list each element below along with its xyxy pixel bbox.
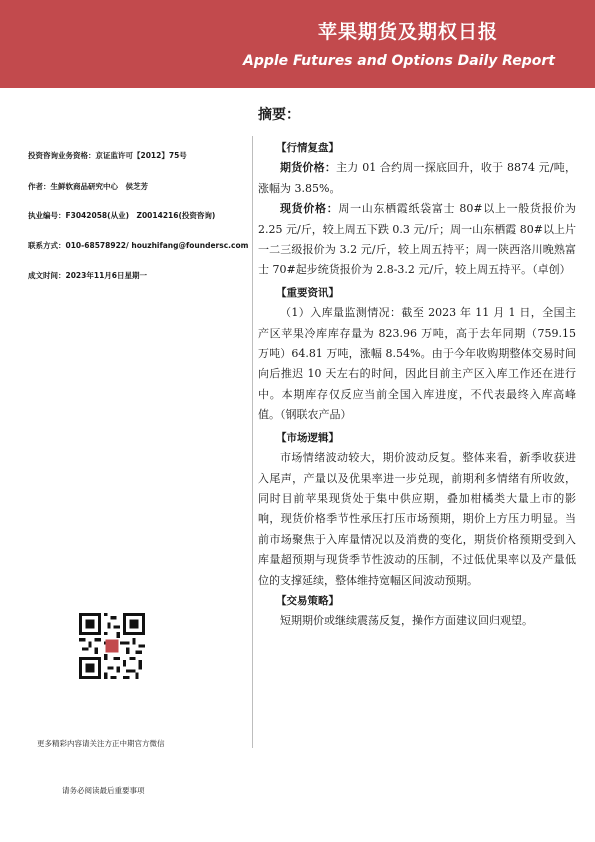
qualification-line: 投资咨询业务资格：京证监许可【2012】75号 xyxy=(28,151,187,160)
spot-price-paragraph xyxy=(258,199,576,281)
section-head-news: 【重要资讯】 xyxy=(276,286,339,299)
author-line: 作者：生鲜软商品研究中心 侯芝芳 xyxy=(28,182,148,191)
contact-line: 联系方式：010-68578922/ houzhifang@foundersc.com xyxy=(28,241,249,250)
futures-price-text: 主力 01 合约周一探底回升，收于 8874 元/吨，涨幅为 3.85%。 xyxy=(258,161,576,195)
strategy-paragraph: 短期期价或继续震荡反复，操作方面建议回归观望。 xyxy=(280,614,533,628)
spot-price-text: 周一山东栖霞纸袋富士 80#以上一般货报价为 2.25 元/斤，较上周五下跌 0.3 元/斤；周一山东栖霞 80#以上片一二三级报价为 3.2 元/斤，较上周五持平；周一陕西洛川晚熟富士 70#起步统货报价为 2.8-3.2 元/斤，较上周五持平。（卓创） xyxy=(258,202,577,277)
section-head-logic: 【市场逻辑】 xyxy=(276,431,339,444)
report-title-en xyxy=(243,53,555,69)
column-divider xyxy=(252,136,253,748)
title-en-word: Options xyxy=(391,53,453,69)
section-head-market-review: 【行情复盘】 xyxy=(276,142,339,154)
report-title-cn: 苹果期货及期权日报 xyxy=(317,21,498,43)
logic-paragraph: 市场情绪波动较大，期价波动反复。整体来看，新季收获进入尾声，产量以及优果率进一步兑现，前期利多情绪有所收敛，同时目前苹果现货处于集中供应期，叠加柑橘类大量上市的影响，现货价格季节性承压打压市场预期，期价上方压力明显。当前市场聚焦于入库量情况以及消费的变化，期货价格预期受到入库量超预期与现货季节性波动的压制，不过低优果率以及产量低位的支撑延续，整体维持宽幅区间波动预期。 xyxy=(258,451,576,587)
date-line: 成文时间：2023年11月6日星期一 xyxy=(28,271,148,280)
spot-price-label: 现货价格： xyxy=(280,202,339,216)
report-header xyxy=(0,0,595,88)
title-en-word: and xyxy=(357,53,387,69)
footer-note: 请务必阅读最后重要事项 xyxy=(62,786,145,795)
title-en-word: Daily xyxy=(457,53,498,69)
futures-price-paragraph xyxy=(258,158,576,199)
title-en-word: Report xyxy=(502,53,555,69)
section-head-strategy: 【交易策略】 xyxy=(276,594,339,607)
futures-price-label: 期货价格： xyxy=(280,161,337,175)
qr-code-icon xyxy=(79,613,145,679)
qr-caption: 更多精彩内容请关注方正中期官方微信 xyxy=(37,739,165,748)
title-en-word: Apple xyxy=(243,53,289,69)
news-paragraph: （1）入库量监测情况：截至 2023 年 11 月 1 日，全国主产区苹果冷库库存量为 823.96 万吨，高于去年同期（759.15 万吨）64.81 万吨，涨幅 8.54%。由于今年收购期整体交易时间向后推迟 10 天左右的时间，因此目前主产区入库工作还在进行中。本期库存仅反应当前全国入库进度，不代表最终入库高峰值。（钢联农产品） xyxy=(258,306,576,422)
license-line: 执业编号：F3042058(从业) Z0014216(投资咨询) xyxy=(28,211,216,220)
summary-title: 摘要： xyxy=(258,107,300,123)
report-body xyxy=(258,138,576,632)
title-en-word: Futures xyxy=(292,53,353,69)
